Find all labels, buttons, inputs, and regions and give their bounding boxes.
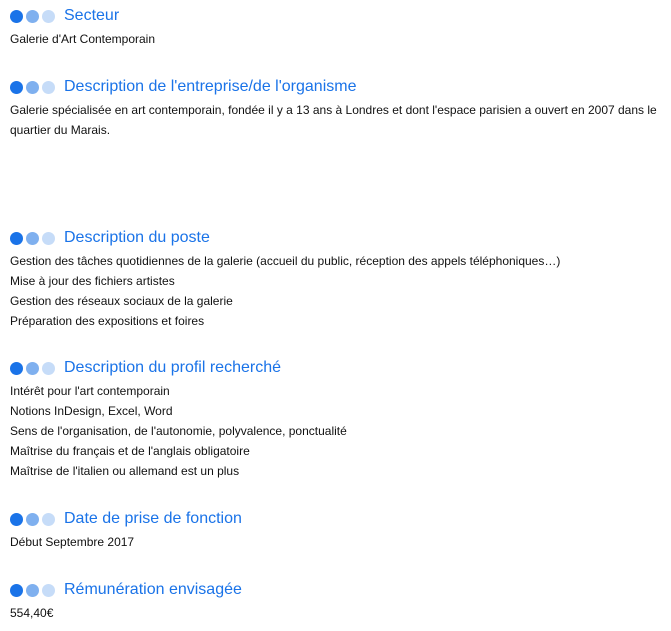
body-line: Galerie d'Art Contemporain	[10, 32, 156, 46]
section-body	[10, 603, 665, 623]
section-body	[10, 381, 665, 481]
body-line: Maîtrise du français et de l'anglais obligatoire	[10, 444, 250, 458]
section-description-poste	[10, 227, 665, 331]
section-heading	[10, 579, 665, 601]
section-remuneration	[10, 579, 665, 623]
section-date-prise-fonction	[10, 508, 665, 552]
three-dots-icon	[10, 81, 58, 94]
section-body	[10, 29, 665, 49]
body-line: Mise à jour des fichiers artistes	[10, 274, 175, 288]
section-heading	[10, 357, 665, 379]
body-line: Gestion des tâches quotidiennes de la galerie (accueil du public, réception des appels téléphoniques…)	[10, 254, 561, 268]
section-profil-recherche	[10, 357, 665, 481]
section-title: Description de l'entreprise/de l'organisme	[64, 78, 357, 95]
body-line: Gestion des réseaux sociaux de la galerie	[10, 294, 233, 308]
section-title: Secteur	[64, 7, 120, 24]
section-heading	[10, 76, 665, 98]
section-body	[10, 100, 665, 140]
section-body	[10, 532, 665, 552]
body-line: Préparation des expositions et foires	[10, 314, 205, 328]
body-line: Sens de l'organisation, de l'autonomie, polyvalence, ponctualité	[10, 424, 347, 438]
section-description-entreprise	[10, 76, 665, 140]
three-dots-icon	[10, 232, 58, 245]
body-line: Maîtrise de l'italien ou allemand est un plus	[10, 464, 240, 478]
body-line: Galerie spécialisée en art contemporain, fondée il y a 13 ans à Londres et dont l'espace parisien a ouvert en 2007 dans le quartier du Marais.	[10, 103, 657, 137]
section-title: Rémunération envisagée	[64, 581, 242, 598]
section-secteur	[10, 5, 665, 49]
section-title: Description du poste	[64, 229, 210, 246]
three-dots-icon	[10, 584, 58, 597]
body-line: Notions InDesign, Excel, Word	[10, 404, 173, 418]
body-line: 554,40€	[10, 606, 54, 620]
section-heading	[10, 5, 665, 27]
three-dots-icon	[10, 10, 58, 23]
section-heading	[10, 227, 665, 249]
section-heading	[10, 508, 665, 530]
body-line: Intérêt pour l'art contemporain	[10, 384, 170, 398]
section-title: Date de prise de fonction	[64, 510, 242, 527]
section-body	[10, 251, 665, 331]
body-line: Début Septembre 2017	[10, 535, 135, 549]
three-dots-icon	[10, 513, 58, 526]
section-title: Description du profil recherché	[64, 359, 281, 376]
three-dots-icon	[10, 362, 58, 375]
